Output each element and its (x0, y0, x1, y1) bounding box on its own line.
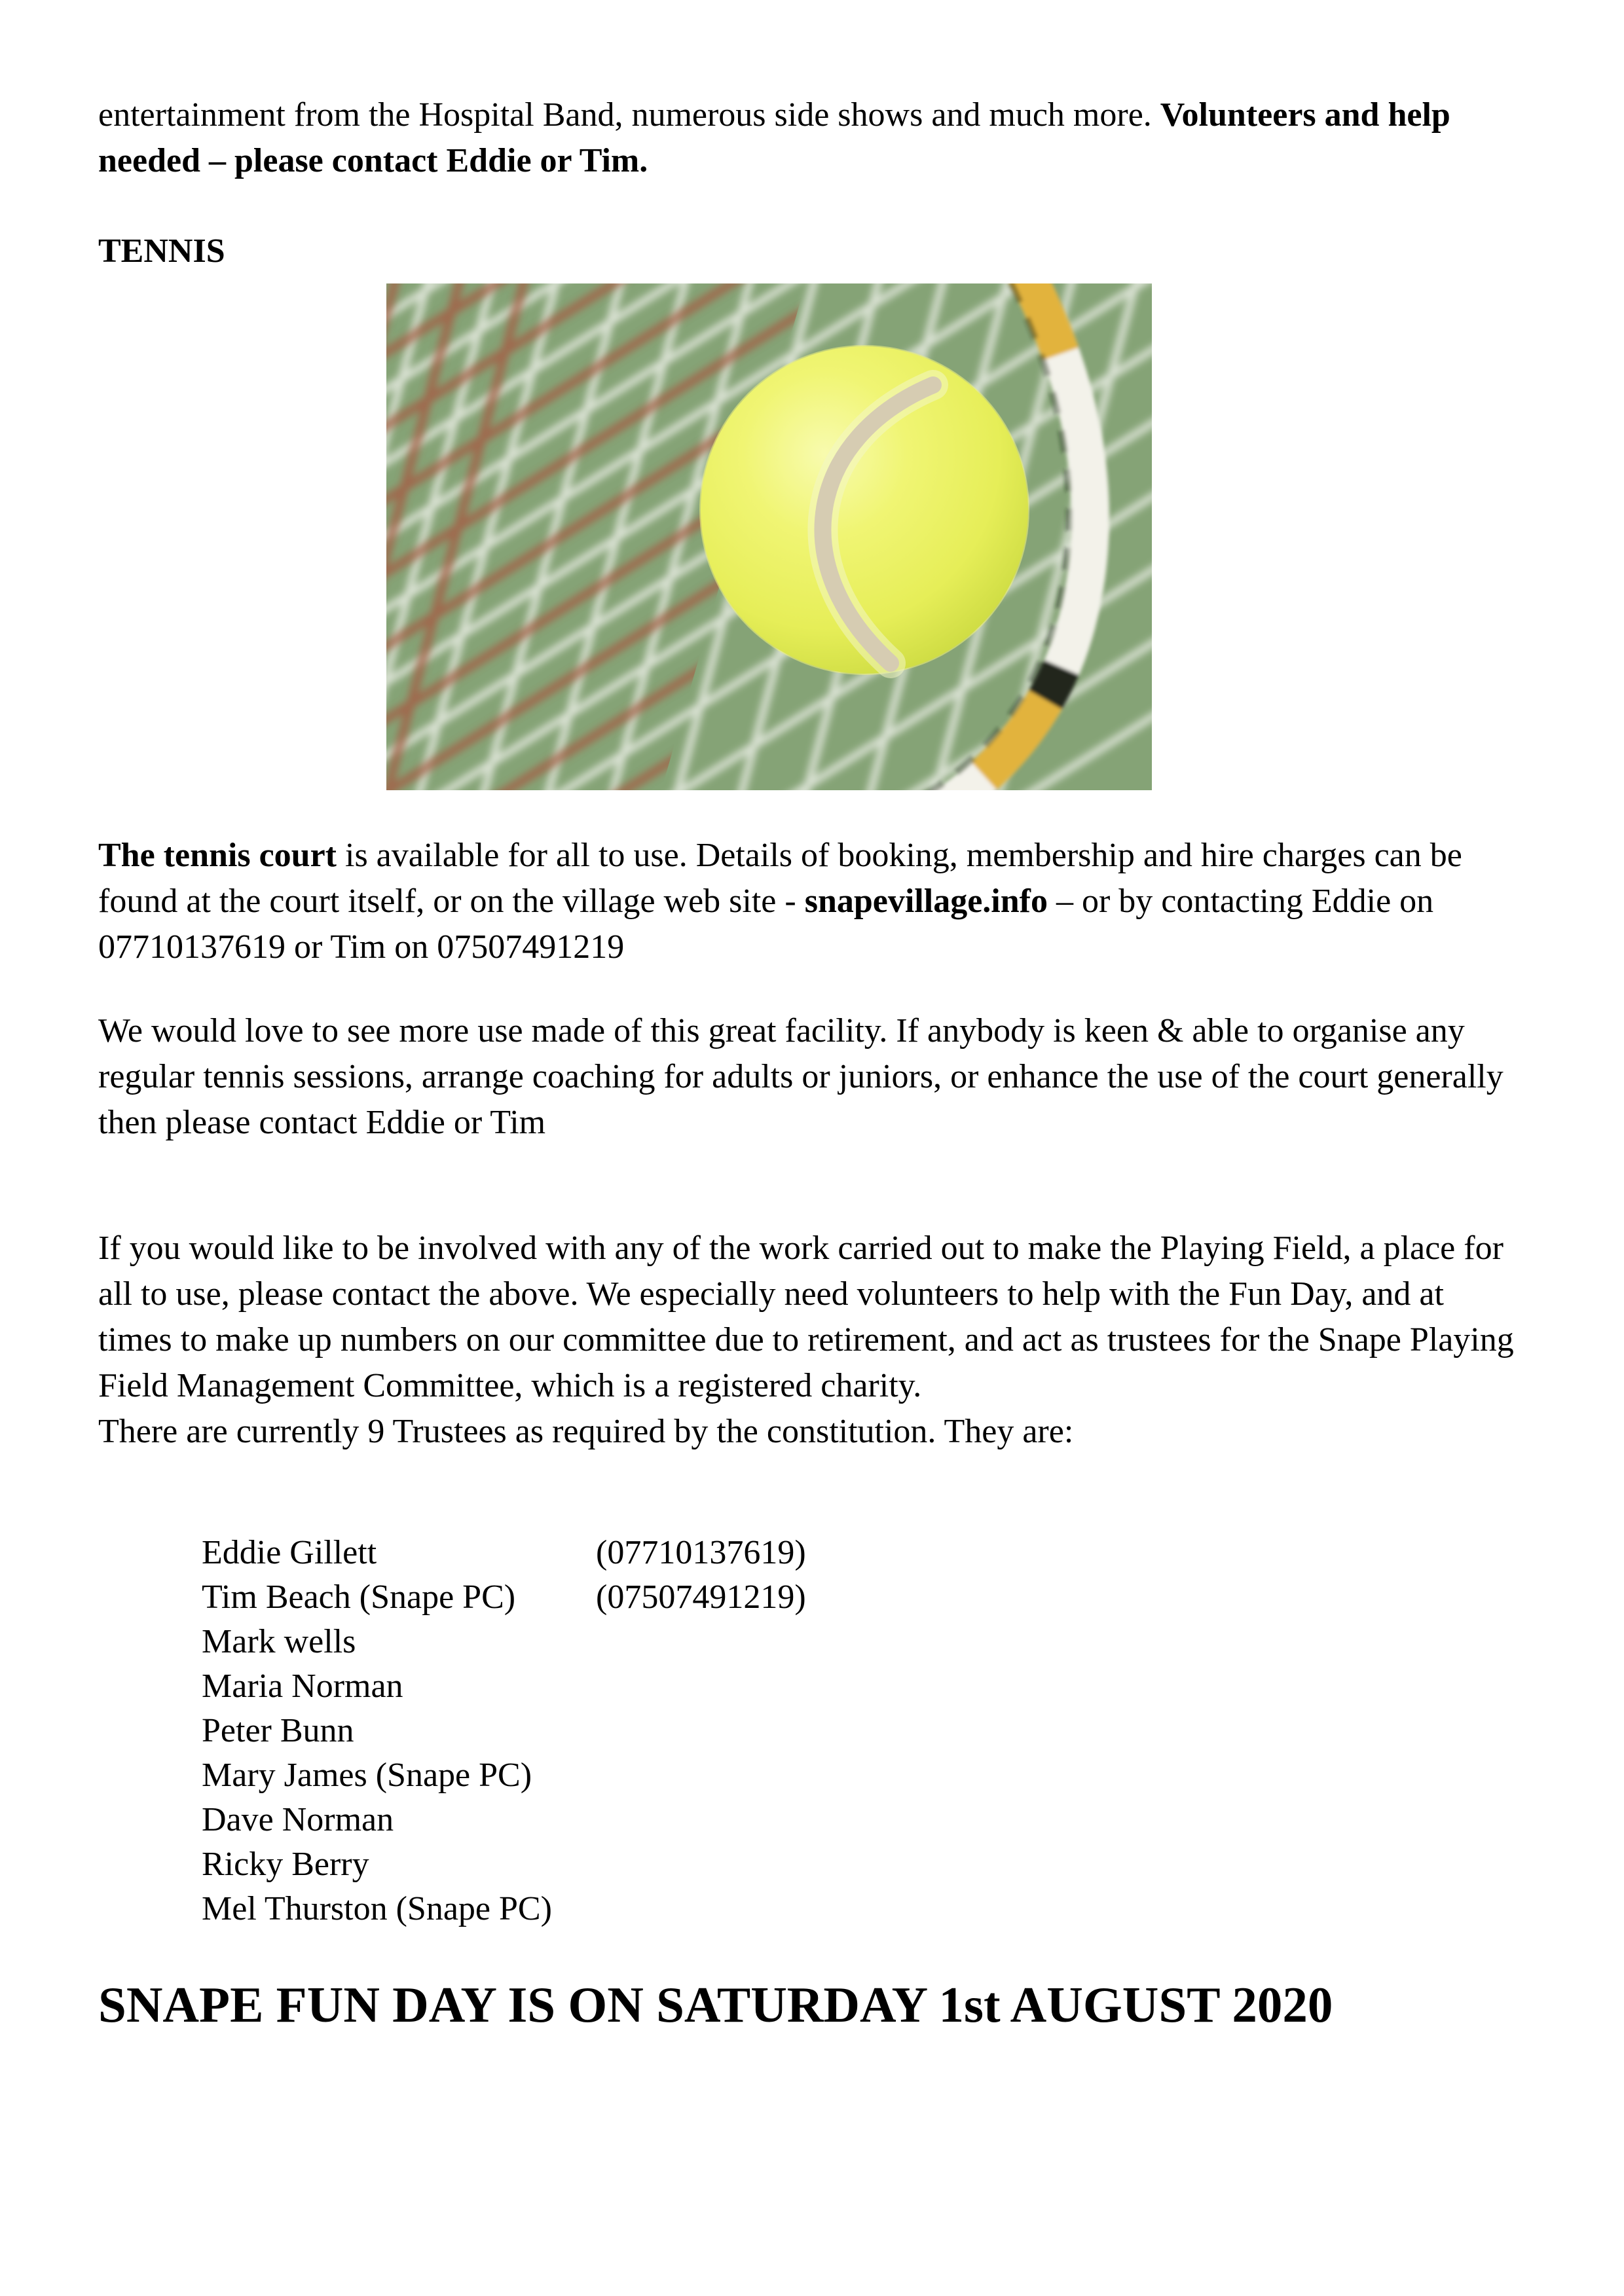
trustee-row (202, 1575, 1624, 1620)
court-bold-lead: The tennis court (98, 837, 337, 874)
trustee-phone (596, 1620, 1624, 1664)
trustee-name: Tim Beach (Snape PC) (202, 1578, 516, 1616)
trustee-phone (596, 1887, 1624, 1931)
involvement-paragraph (98, 1226, 1526, 1455)
trustees-intro-text: There are currently 9 Trustees as required by the constitution. They are: (98, 1413, 1074, 1450)
involvement-text: If you would like to be involved with any of the work carried out to make the Playing Field, a place for all to use, please contact the above. We especially need volunteers to help with the Fun Day, and at times to make up numbers on our committee due to retirement, and act as trustees for the Snape Playing Field Management Committee, which is a registered charity. (98, 1230, 1514, 1404)
court-text-1: is available for all to use. Details of booking, membership and hire charges can be found at the court itself, or on the village web site - (98, 837, 1462, 920)
trustee-row (202, 1531, 1624, 1575)
trustee-phone (596, 1842, 1624, 1887)
trustee-row (202, 1798, 1624, 1842)
fun-day-heading: SNAPE FUN DAY IS ON SATURDAY 1st AUGUST 2020 (98, 1977, 1333, 2033)
trustee-row (202, 1887, 1624, 1931)
trustee-phone: (07710137619) (596, 1534, 806, 1571)
trustee-phone: (07507491219) (596, 1578, 806, 1616)
trustee-name: Mark wells (202, 1623, 356, 1660)
intro-text: entertainment from the Hospital Band, numerous side shows and much more. (98, 96, 1160, 134)
trustee-name: Mary James (Snape PC) (202, 1757, 532, 1794)
trustee-phone (596, 1753, 1624, 1798)
trustee-name: Mel Thurston (Snape PC) (202, 1890, 552, 1927)
trustee-phone (596, 1798, 1624, 1842)
tennis-photo (386, 283, 1152, 790)
trustee-name: Maria Norman (202, 1667, 403, 1705)
intro-bold-text: Volunteers and help needed – please contact Eddie or Tim. (98, 96, 1450, 179)
use-paragraph (98, 1008, 1526, 1146)
trustees-list (98, 1531, 1624, 1931)
trustee-row (202, 1753, 1624, 1798)
court-text-2: – or by contacting Eddie on 07710137619 or Tim on 07507491219 (98, 883, 1434, 966)
trustee-row (202, 1842, 1624, 1887)
use-text: We would love to see more use made of this great facility. If anybody is keen & able to organise any regular tennis sessions, arrange coaching for adults or juniors, or enhance the use of the court generally then please contact Eddie or Tim (98, 1012, 1504, 1141)
trustee-name: Dave Norman (202, 1801, 394, 1838)
tennis-heading: TENNIS (98, 232, 225, 270)
trustee-phone (596, 1664, 1624, 1709)
tennis-ball (699, 345, 1029, 675)
court-paragraph (98, 833, 1526, 970)
trustee-name: Eddie Gillett (202, 1534, 377, 1571)
trustee-row (202, 1709, 1624, 1753)
intro-paragraph (98, 92, 1526, 184)
trustee-name: Ricky Berry (202, 1846, 369, 1883)
trustee-name: Peter Bunn (202, 1712, 354, 1749)
trustee-row (202, 1664, 1624, 1709)
website-bold-text: snapevillage.info (804, 883, 1048, 920)
trustee-phone (596, 1709, 1624, 1753)
trustee-row (202, 1620, 1624, 1664)
